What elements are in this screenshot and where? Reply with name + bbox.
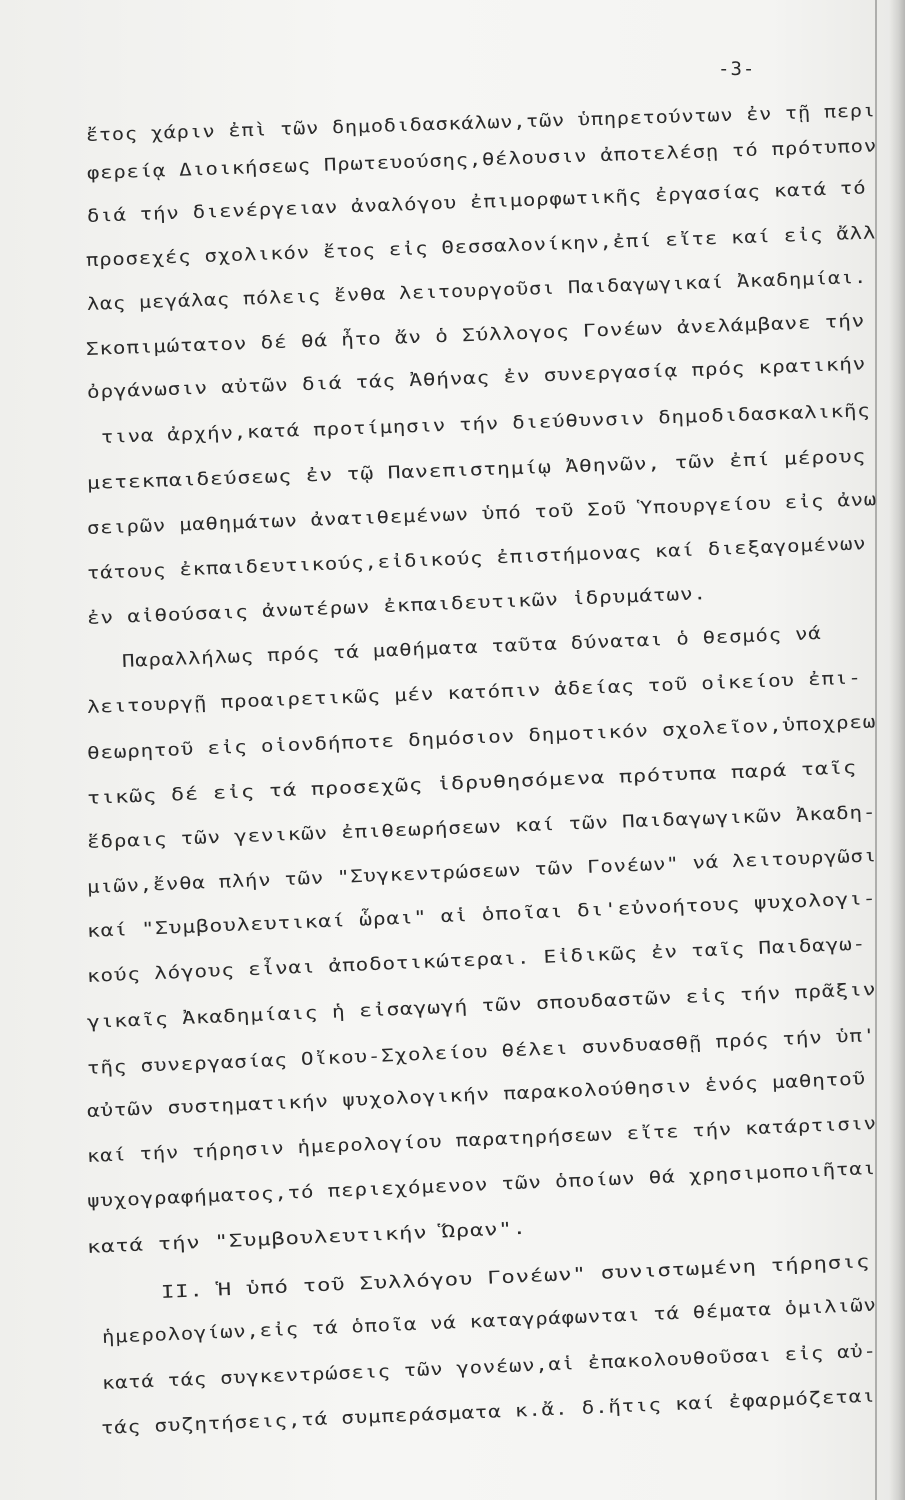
- text-line: τῆς συνεργασίας Οἴκου-Σχολείου θέλει συνδυασθῇ πρός τήν ὑπ': [86, 1025, 877, 1079]
- text-line: αὐτῶν συστηματικήν ψυχολογικήν παρακολούθησιν ἑνός μαθητοῦ: [86, 1069, 867, 1122]
- text-line: μετεκπαιδεύσεως ἐν τῷ Πανεπιστημίῳ Ἀθηνῶν, τῶν ἐπί μέρους: [86, 446, 867, 494]
- page-edge-shadow: [889, 0, 905, 1500]
- text-line: λας μεγάλας πόλεις ἔνθα λειτουργοῦσι Παιδαγωγικαί Ἀκαδημίαι.: [86, 267, 868, 315]
- text-line: προσεχές σχολικόν ἔτος εἰς Θεσσαλονίκην,ἐπί εἴτε καί εἰς ἄλλ: [85, 223, 877, 271]
- text-line: ἔτος χάριν ἐπὶ τῶν δημοδιδασκάλων,τῶν ὑπηρετούντων ἐν τῇ περι: [85, 101, 876, 146]
- text-line: διά τήν διενέργειαν ἀναλόγου ἐπιμορφωτικῆς ἐργασίας κατά τό: [86, 178, 867, 227]
- text-line: σειρῶν μαθημάτων ἀνατιθεμένων ὑπό τοῦ Σοῦ Ὑπουργείου εἰς ἀνω: [86, 490, 878, 539]
- text-line: θεωρητοῦ εἰς οἱονδήποτε δημόσιον δημοτικόν σχολεῖον,ὑποχρεω: [86, 712, 877, 764]
- text-line: φερείᾳ Διοικήσεως Πρωτευούσης,θέλουσιν ἀποτελέσῃ τό πρότυπον: [86, 136, 878, 184]
- text-line: γικαῖς Ἀκαδημίαις ἡ εἰσαγωγή τῶν σπουδαστῶν εἰς τήν πρᾶξιν: [86, 979, 877, 1033]
- text-line: Σκοπιμώτατον δέ θά ἦτο ἄν ὁ Σύλλογος Γονέων ἀνελάμβανε τήν: [85, 311, 866, 360]
- text-line: ἕδραις τῶν γενικῶν ἐπιθεωρήσεων καί τῶν Παιδαγωγικῶν Ἀκαδη-: [86, 802, 877, 853]
- text-line: μιῶν,ἔνθα πλήν τῶν "Συγκεντρώσεων τῶν Γονέων" νά λειτουργῶσι: [86, 846, 878, 898]
- text-line: ἐν αἰθούσαις ἀνωτέρων ἐκπαιδευτικῶν ἱδρυμάτων.: [86, 584, 708, 629]
- text-line: λειτουργῇ προαιρετικῶς μέν κατόπιν ἀδείας τοῦ οἰκείου ἐπι-: [86, 668, 862, 718]
- text-line: ὀργάνωσιν αὐτῶν διά τάς Ἀθήνας ἐν συνεργασίᾳ πρός κρατικήν: [86, 354, 867, 403]
- text-line: τινα ἀρχήν,κατά προτίμησιν τήν διεύθυνσιν δημοδιδασκαλικῆς: [100, 401, 871, 448]
- text-line: Παραλλήλως πρός τά μαθήματα ταῦτα δύναται ὁ θεσμός νά: [121, 623, 822, 672]
- page-number: -3-: [718, 58, 756, 80]
- text-line: ψυχογραφήματος,τό περιεχόμενον τῶν ὁποίων θά χρησιμοποιῆται: [86, 1158, 877, 1212]
- text-line: τάς συζητήσεις,τά συμπεράσματα κ.ἄ. δ.ἥτις καί ἐφαρμόζεται: [100, 1386, 876, 1439]
- text-line: τάτους ἐκπαιδευτικούς,εἰδικούς ἐπιστήμονας καί διεξαγομένων: [86, 534, 867, 584]
- text-line: καί "Συμβουλευτικαί ὧραι" αἱ ὁποῖαι δι'εὐνοήτους ψυχολογι-: [86, 888, 877, 942]
- text-line: κατά τάς συγκεντρώσεις τῶν γονέων,αἱ ἐπακολουθοῦσαι εἰς αὐ-: [101, 1341, 878, 1394]
- text-line: II. Ἡ ὑπό τοῦ Συλλόγου Γονέων" συνιστωμένη τήρησις: [160, 1252, 871, 1303]
- text-line: καί τήν τήρησιν ἡμερολογίου παρατηρήσεων εἴτε τήν κατάρτισιν: [86, 1113, 878, 1167]
- text-line: τικῶς δέ εἰς τά προσεχῶς ἱδρυθησόμενα πρότυπα παρά ταῖς: [86, 758, 858, 809]
- text-line: κούς λόγους εἶναι ἀποδοτικώτεραι. Εἰδικῶς ἐν ταῖς Παιδαγω-: [86, 934, 867, 987]
- text-line: κατά τήν "Συμβουλευτικήν Ὥραν".: [86, 1218, 528, 1258]
- text-line: ἡμερολογίων,εἰς τά ὁποῖα νά καταγράφωνται τά θέματα ὁμιλιῶν: [101, 1295, 878, 1348]
